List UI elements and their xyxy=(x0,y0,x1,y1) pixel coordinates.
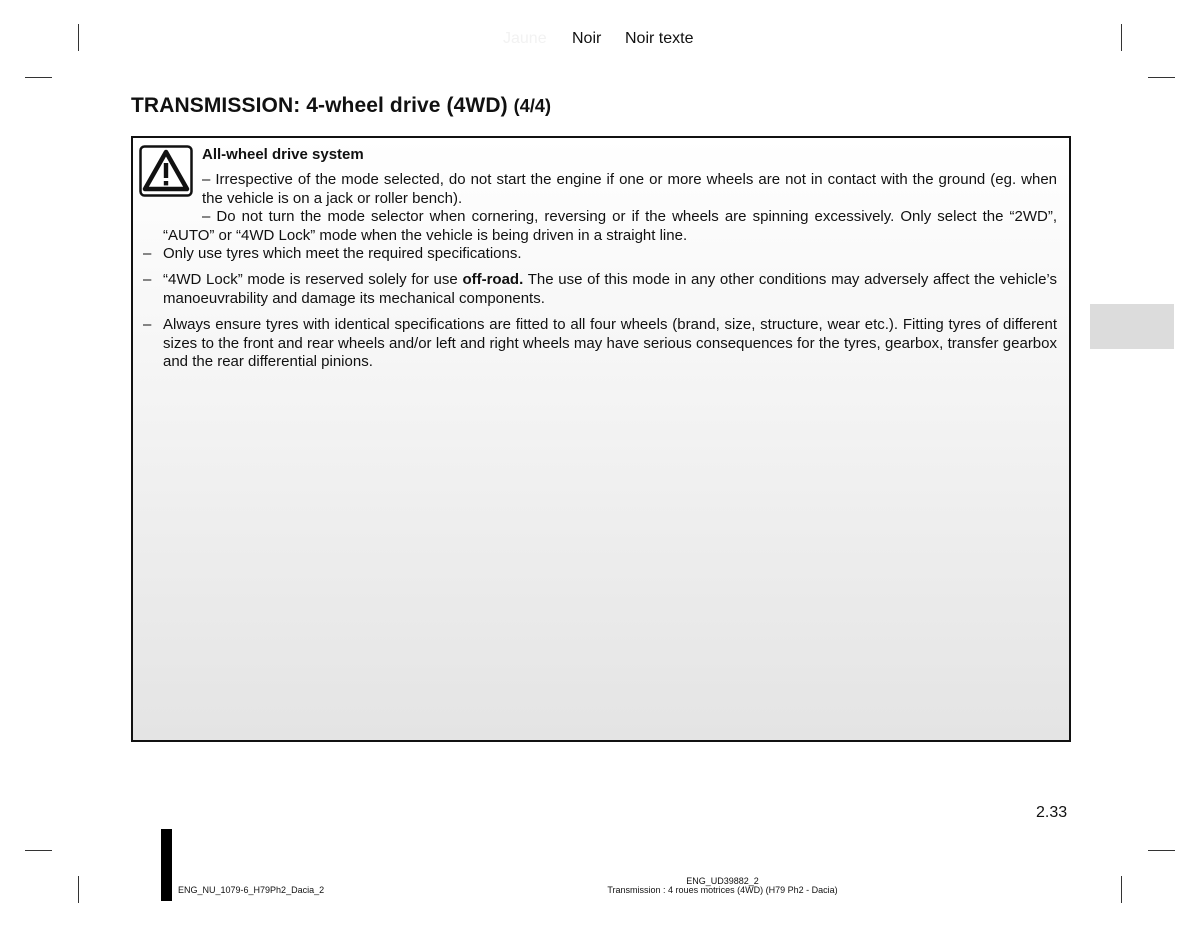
list-item-4wd-lock-bold: off-road. xyxy=(462,271,524,288)
crop-mark-top-left-h xyxy=(25,77,52,78)
list-item-tyres-spec: Only use tyres which meet the required specifications. xyxy=(163,245,522,262)
footer-center-description: Transmission : 4 roues motrices (4WD) (H79 Ph2 - Dacia) xyxy=(607,885,838,895)
warning-triangle-icon xyxy=(139,145,193,202)
crop-mark-top-right xyxy=(1121,24,1122,51)
warning-paragraph-2: – Do not turn the mode selector when cornering, reversing or if the wheels are spinning excessively. Only select the “2WD”, “AUTO” or “4WD Lock” mode when the vehicle is being driven in a straight line. xyxy=(163,208,1057,244)
header-color-label-jaune: Jaune xyxy=(503,30,547,47)
footer-black-bar xyxy=(161,829,172,901)
list-item-4wd-lock xyxy=(163,271,1057,308)
chapter-side-tab xyxy=(1090,304,1174,349)
crop-mark-bottom-left xyxy=(78,876,79,903)
list-item-4wd-lock-text-2: The use of this mode in any other conditions may adversely affect the vehicle’s manoeuvrability and damage its mechanical components. xyxy=(163,271,1057,307)
page-title xyxy=(131,94,551,118)
warning-box-title: All-wheel drive system xyxy=(202,146,364,163)
crop-mark-top-right-h xyxy=(1148,77,1175,78)
header-color-label-noir: Noir xyxy=(572,30,602,47)
list-bullet-dash: – xyxy=(143,271,152,288)
crop-mark-bottom-right-h xyxy=(1148,850,1175,851)
page-title-main: TRANSMISSION: 4-wheel drive (4WD) xyxy=(131,94,508,117)
page-number: 2.33 xyxy=(1036,804,1068,821)
crop-mark-bottom-right xyxy=(1121,876,1122,903)
list-item-4wd-lock-text-1: “4WD Lock” mode is reserved solely for use xyxy=(163,271,463,288)
list-bullet-dash: – xyxy=(143,245,152,262)
list-bullet-dash: – xyxy=(143,316,152,333)
footer-left-code: ENG_NU_1079-6_H79Ph2_Dacia_2 xyxy=(178,885,325,895)
page-title-part: (4/4) xyxy=(513,96,552,116)
header-color-label-noir-texte: Noir texte xyxy=(625,30,694,47)
list-item-identical-tyres: Always ensure tyres with identical specifications are fitted to all four wheels (brand, size, structure, wear etc.). Fitting tyres of different sizes to the front and rear wheels and/or left and right wheels may have serious consequences for the tyres, gearbox, transfer gearbox and the rear differential pinions. xyxy=(163,316,1057,370)
footer-center-code: ENG_UD39882_2 xyxy=(686,876,759,886)
crop-mark-top-left xyxy=(78,24,79,51)
warning-paragraph-1: – Irrespective of the mode selected, do not start the engine if one or more wheels are not in contact with the ground (eg. when the vehicle is on a jack or roller bench). xyxy=(202,171,1057,207)
crop-mark-bottom-left-h xyxy=(25,850,52,851)
